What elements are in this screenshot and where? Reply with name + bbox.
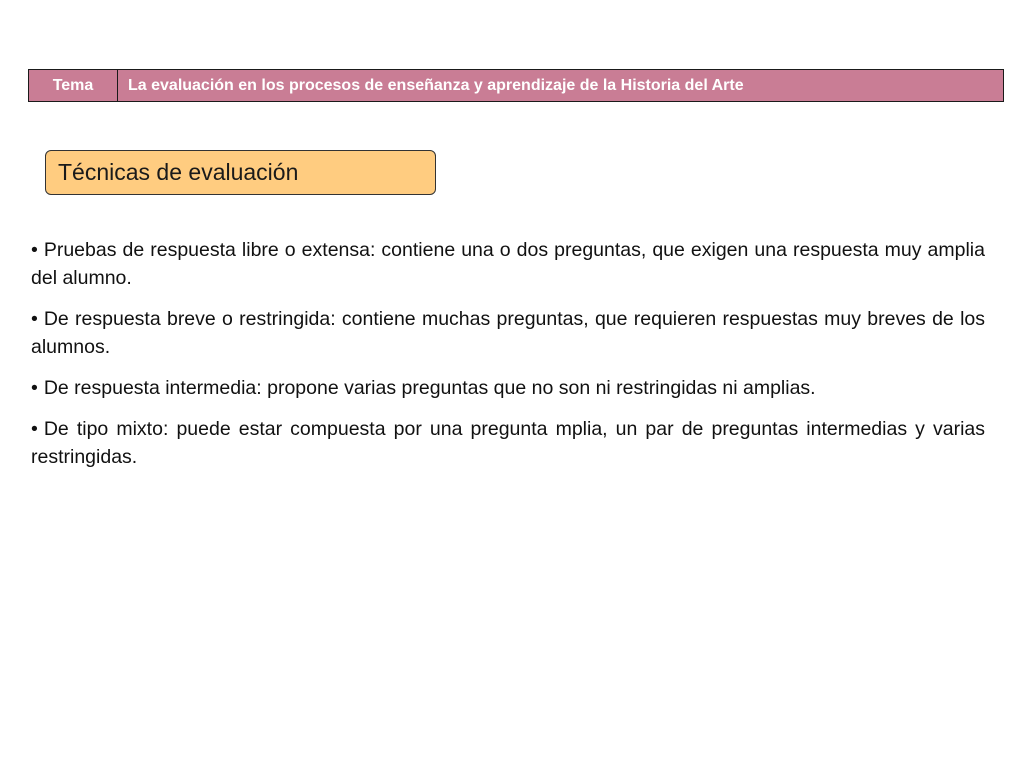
- tema-header-table: [28, 69, 1004, 102]
- section-title-box: [45, 150, 436, 195]
- bullet-icon: •: [31, 377, 38, 399]
- bullet-item: [31, 236, 985, 292]
- section-title: Técnicas de evaluación: [58, 159, 299, 185]
- bullet-text: De respuesta breve o restringida: contiene muchas preguntas, que requieren respuestas muy breves de los alumnos.: [31, 308, 985, 358]
- bullet-item: [31, 305, 985, 361]
- bullet-text: De respuesta intermedia: propone varias preguntas que no son ni restringidas ni amplias.: [43, 377, 816, 399]
- bullet-text: De tipo mixto: puede estar compuesta por una pregunta mplia, un par de preguntas intermedias y varias restringidas.: [31, 418, 985, 468]
- bullet-icon: •: [31, 239, 38, 261]
- bullet-list: [31, 236, 985, 484]
- tema-label: Tema: [29, 70, 118, 101]
- bullet-item: [31, 374, 985, 402]
- bullet-text: Pruebas de respuesta libre o extensa: contiene una o dos preguntas, que exigen una respuesta muy amplia del alumno.: [31, 239, 985, 289]
- tema-value: La evaluación en los procesos de enseñanza y aprendizaje de la Historia del Arte: [128, 76, 744, 94]
- bullet-icon: •: [31, 308, 38, 330]
- bullet-icon: •: [31, 418, 38, 440]
- bullet-item: [31, 415, 985, 471]
